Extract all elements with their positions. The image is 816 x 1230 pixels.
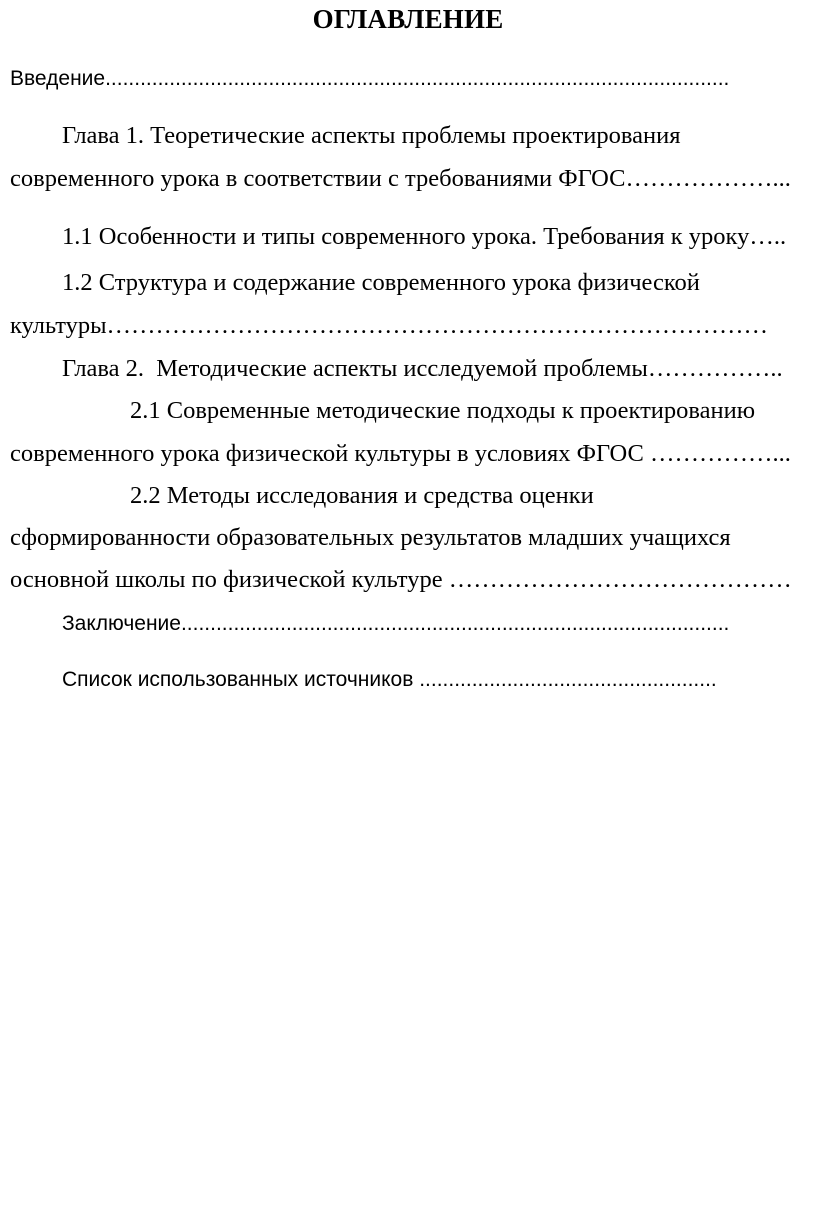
toc-line-chapter2: Глава 2. Методические аспекты исследуемой проблемы…………….. xyxy=(62,355,783,382)
toc-line-introduction: Введение........................................................................................................... xyxy=(10,67,730,90)
page-title: ОГЛАВЛЕНИЕ xyxy=(312,4,504,34)
toc-line-section-2-1-part2: современного урока физической культуры в условиях ФГОС ……………... xyxy=(10,440,791,467)
toc-line-section-2-2-part3: основной школы по физической культуре …………………………………… xyxy=(10,566,792,593)
toc-line-section-2-1-part1: 2.1 Современные методические подходы к проектированию xyxy=(130,397,756,424)
toc-line-section-2-2-part1: 2.2 Методы исследования и средства оценки xyxy=(130,482,594,509)
toc-line-references: Список использованных источников ................................................... xyxy=(62,668,717,691)
toc-line-section-2-2-part2: сформированности образовательных результатов младших учащихся xyxy=(10,524,731,551)
toc-line-conclusion: Заключение.............................................................................................. xyxy=(62,612,730,635)
toc-line-chapter1-part1: Глава 1. Теоретические аспекты проблемы проектирования xyxy=(62,122,681,149)
toc-line-section-1-1: 1.1 Особенности и типы современного урока. Требования к уроку….. xyxy=(62,223,787,250)
toc-line-section-1-2-part1: 1.2 Структура и содержание современного урока физической xyxy=(62,269,700,296)
toc-line-chapter1-part2: современного урока в соответствии с требованиями ФГОС………………... xyxy=(10,165,791,192)
toc-line-section-1-2-part2: культуры……………………………………………………………………… xyxy=(10,312,769,339)
